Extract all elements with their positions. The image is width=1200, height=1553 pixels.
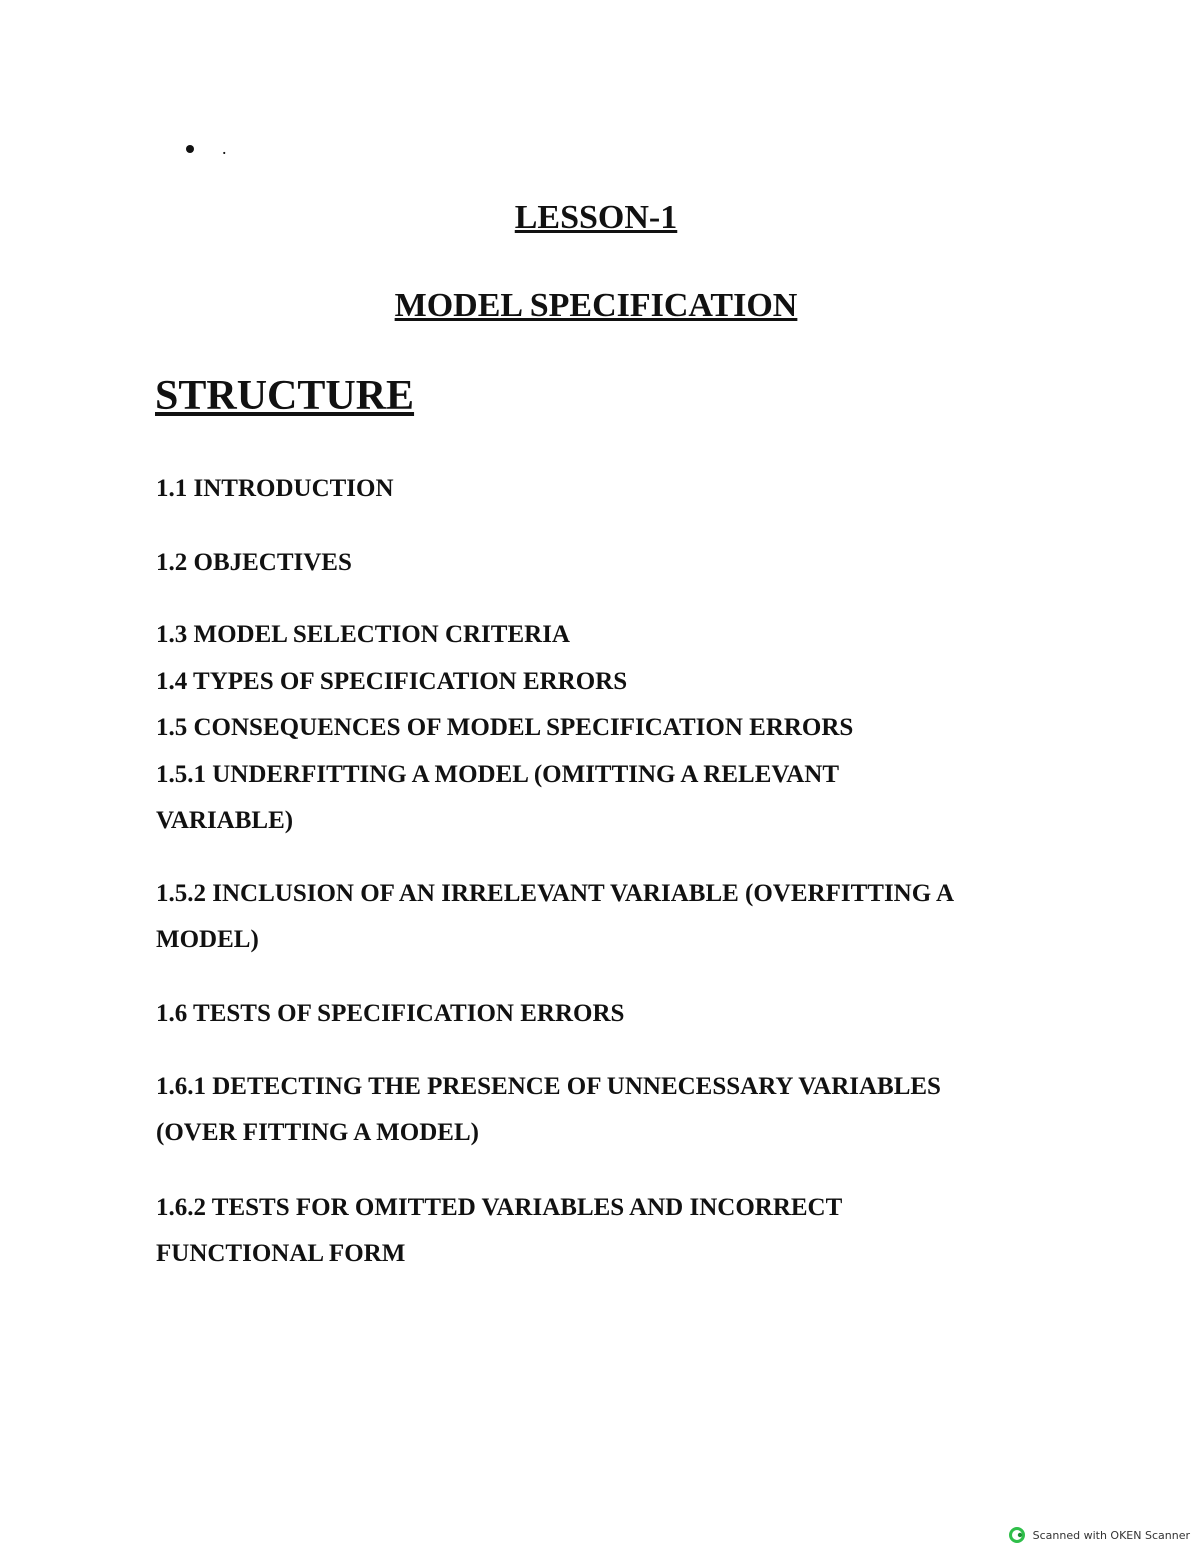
toc-line-continued: (OVER FITTING A MODEL) — [156, 1119, 479, 1146]
toc-item-1-6 — [156, 991, 624, 1037]
toc-item-1-5-2 — [156, 871, 954, 963]
bullet-icon — [186, 145, 194, 153]
toc-line: 1.5.2 INCLUSION OF AN IRRELEVANT VARIABLE (OVERFITTING A — [156, 880, 955, 907]
oken-scanner-logo-icon — [1009, 1527, 1025, 1543]
toc-item-1-6-1 — [156, 1064, 941, 1156]
toc-item-1-5 — [156, 705, 853, 751]
toc-line-continued: MODEL) — [156, 926, 259, 953]
toc-line-continued: FUNCTIONAL FORM — [156, 1240, 406, 1267]
toc-item-1-4 — [156, 659, 627, 705]
toc-line: 1.5 CONSEQUENCES OF MODEL SPECIFICATION ERRORS — [156, 714, 854, 741]
toc-line-continued: VARIABLE) — [156, 807, 294, 834]
bullet-text: . — [222, 138, 227, 158]
toc-item-1-5-1 — [156, 752, 839, 844]
toc-line: 1.3 MODEL SELECTION CRITERIA — [156, 621, 570, 648]
scanner-watermark-text: Scanned with OKEN Scanner — [1032, 1528, 1190, 1542]
subject-title: MODEL SPECIFICATION — [394, 287, 798, 324]
toc-line: 1.2 OBJECTIVES — [156, 549, 352, 576]
toc-item-1-1 — [156, 466, 394, 512]
toc-line: 1.1 INTRODUCTION — [156, 475, 394, 502]
bullet-line — [186, 134, 227, 160]
toc-item-1-3 — [156, 612, 570, 658]
scanner-watermark — [1009, 1527, 1190, 1543]
toc-line: 1.6 TESTS OF SPECIFICATION ERRORS — [156, 1000, 625, 1027]
toc-line: 1.4 TYPES OF SPECIFICATION ERRORS — [156, 668, 628, 695]
toc-line: 1.6.1 DETECTING THE PRESENCE OF UNNECESSARY VARIABLES — [156, 1073, 941, 1100]
toc-item-1-6-2 — [156, 1185, 842, 1277]
toc-line: 1.6.2 TESTS FOR OMITTED VARIABLES AND INCORRECT — [156, 1194, 843, 1221]
lesson-title: LESSON-1 — [514, 199, 678, 236]
toc-line: 1.5.1 UNDERFITTING A MODEL (OMITTING A RELEVANT — [156, 761, 839, 788]
structure-heading: STRUCTURE — [155, 373, 415, 419]
toc-item-1-2 — [156, 540, 352, 586]
